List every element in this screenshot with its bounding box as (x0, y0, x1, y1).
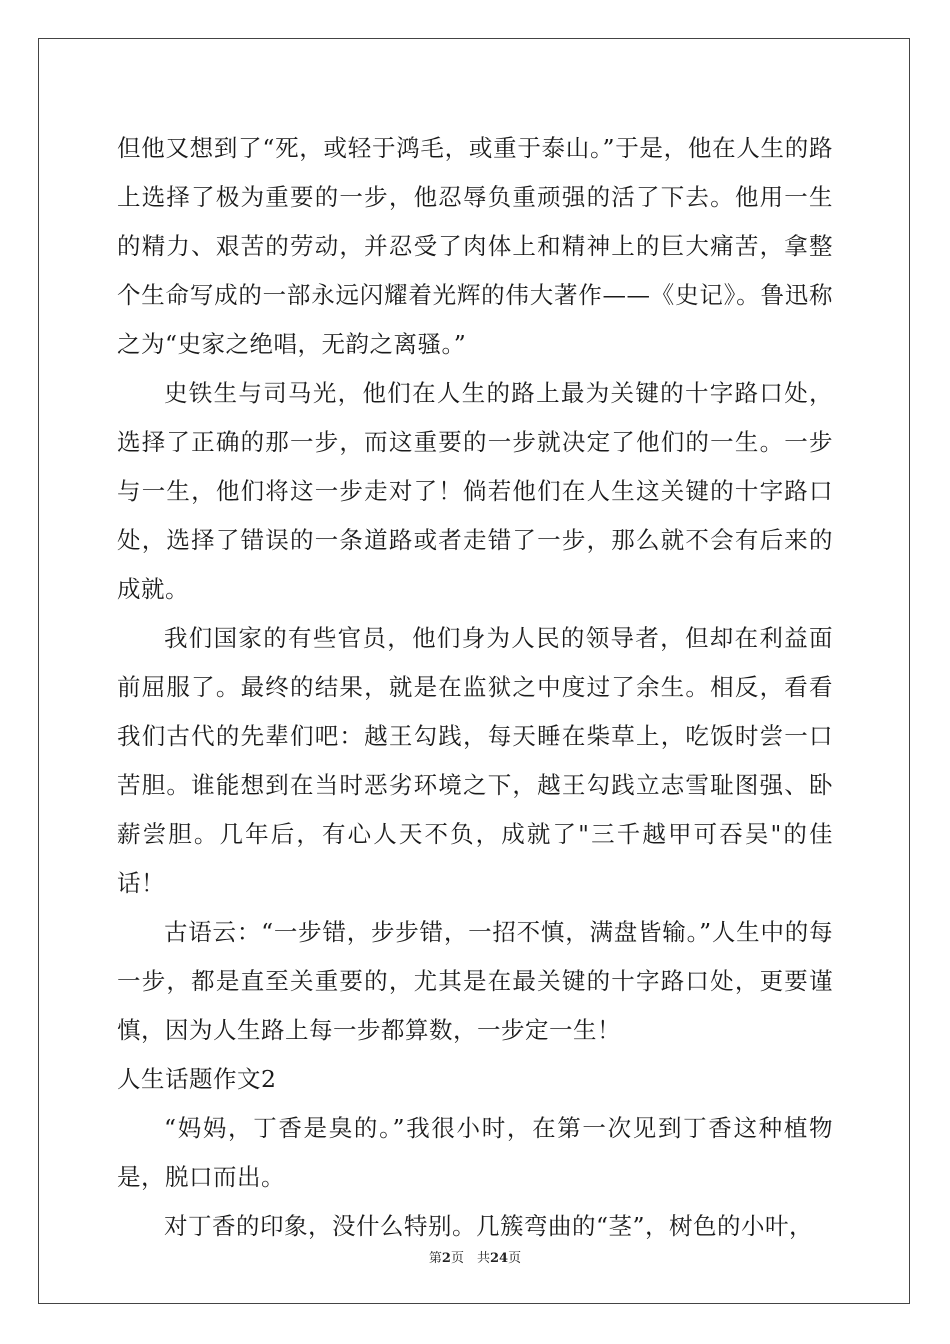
paragraph-2: 史铁生与司马光，他们在人生的路上最为关键的十字路口处，选择了正确的那一步，而这重要的一步就决定了他们的一生。一步与一生，他们将这一步走对了！倘若他们在人生这关键的十字路口处，选择了错误的一条道路或者走错了一步，那么就不会有后来的成就。 (117, 379, 833, 603)
page-footer (0, 1247, 950, 1266)
footer-suffix: 页 (508, 1251, 522, 1266)
section-paragraph-1: “妈妈，丁香是臭的。”我很小时，在第一次见到丁香这种植物是，脱口而出。 (117, 1114, 833, 1191)
footer-total-pages: 24 (489, 1251, 509, 1266)
footer-prefix: 第 (428, 1251, 442, 1266)
section-heading: 人生话题作文2 (117, 1065, 277, 1093)
paragraph-1: 但他又想到了“死，或轻于鸿毛，或重于泰山。”于是，他在人生的路上选择了极为重要的一步，他忍辱负重顽强的活了下去。他用一生的精力、艰苦的劳动，并忍受了肉体上和精神上的巨大痛苦，拿整个生命写成的一部永远闪耀着光辉的伟大著作——《史记》。鲁迅称之为“史家之绝唱，无韵之离骚。” (117, 134, 833, 358)
section-paragraph-2: 对丁香的印象，没什么特别。几簇弯曲的“茎”，树色的小叶， (164, 1212, 814, 1240)
footer-page-number: 2 (441, 1251, 451, 1266)
paragraph-4: 古语云：“一步错，步步错，一招不慎，满盘皆输。”人生中的每一步，都是直至关重要的，尤其是在最关键的十字路口处，更要谨慎，因为人生路上每一步都算数，一步定一生！ (117, 918, 833, 1044)
paragraph-3: 我们国家的有些官员，他们身为人民的领导者，但却在利益面前屈服了。最终的结果，就是在监狱之中度过了余生。相反，看看我们古代的先辈们吧：越王勾践，每天睡在柴草上，吃饭时尝一口苦胆。谁能想到在当时恶劣环境之下，越王勾践立志雪耻图强、卧薪尝胆。几年后，有心人天不负，成就了"三千越甲可吞吴"的佳话！ (117, 624, 833, 897)
footer-mid: 页 共 (450, 1251, 490, 1266)
document-body (117, 124, 833, 1251)
